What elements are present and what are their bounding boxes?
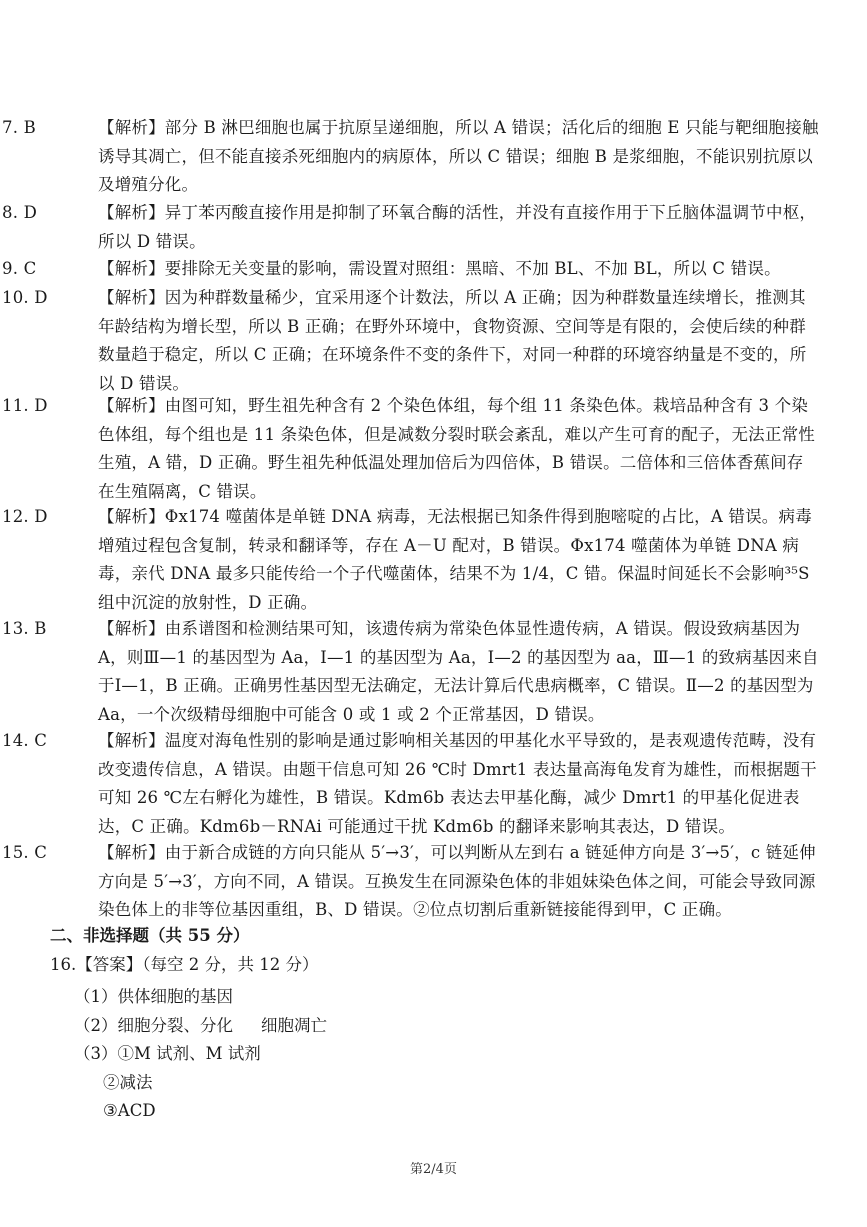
answer-item-14 [2, 727, 820, 841]
item-number: 11. D [2, 396, 48, 415]
item-explanation: 【解析】部分 B 淋巴细胞也属于抗原呈递细胞，所以 A 错误；活化后的细胞 E 只能与靶细胞接触诱导其凋亡，但不能直接杀死细胞内的病原体，所以 C 错误；细胞 B 是浆细胞，不能识别抗原以及增殖分化。 [98, 118, 819, 195]
q16-answer-2a: （2）细胞分裂、分化 [74, 1016, 233, 1035]
item-explanation: 【解析】因为种群数量稀少，宜采用逐个计数法，所以 A 正确；因为种群数量连续增长，推测其年龄结构为增长型，所以 B 正确；在野外环境中，食物资源、空间等是有限的，会使后续的种群数量趋于稳定，所以 C 正确；在环境条件不变的条件下，对同一种群的环境容纳量是不变的，所以 D 错误。 [98, 288, 807, 393]
q16-answer-3-3: ③ACD [103, 1101, 156, 1120]
item-explanation: 【解析】由图可知，野生祖先种含有 2 个染色体组，每个组 11 条染色体。栽培品种含有 3 个染色体组，每个组也是 11 条染色体，但是减数分裂时联会紊乱，难以产生可育的配子，无法正常性生殖，A 错，D 正确。野生祖先种低温处理加倍后为四倍体，B 错误。二倍体和三倍体香蕉间存在生殖隔离，C 错误。 [98, 396, 815, 501]
q16-answer-1: （1）供体细胞的基因 [74, 987, 233, 1006]
answer-item-15 [2, 839, 820, 925]
item-explanation: 【解析】温度对海龟性别的影响是通过影响相关基因的甲基化水平导致的，是表观遗传范畴，没有改变遗传信息，A 错误。由题干信息可知 26 ℃时 Dmrt1 表达量高海龟发育为雄性，而根据题干可知 26 ℃左右孵化为雄性，B 错误。Kdm6b 表达去甲基化酶，减少 Dmrt1 的甲基化促进表达，C 正确。Kdm6b－RNAi 可能通过干扰 Kdm6b 的翻译来影响其表达，D 错误。 [98, 731, 817, 836]
item-explanation: 【解析】要排除无关变量的影响，需设置对照组：黑暗、不加 BL、不加 BL，所以 C 错误。 [98, 259, 781, 278]
item-number: 12. D [2, 507, 48, 526]
item-number: 7. B [2, 118, 36, 137]
item-number: 15. C [2, 843, 48, 862]
section-title: 二、非选择题（共 55 分） [50, 926, 250, 945]
item-explanation: 【解析】异丁苯丙酸直接作用是抑制了环氧合酶的活性，并没有直接作用于下丘脑体温调节中枢，所以 D 错误。 [98, 203, 817, 251]
item-explanation: 【解析】由于新合成链的方向只能从 5′→3′，可以判断从左到右 a 链延伸方向是 3′→5′，c 链延伸方向是 5′→3′，方向不同，A 错误。互换发生在同源染色体的非姐妹染色体之间，可能会导致同源染色体上的非等位基因重组，B、D 错误。②位点切割后重新链接能得到甲，C 正确。 [98, 843, 816, 920]
q16-answer-3: （3）①M 试剂、M 试剂 [74, 1044, 261, 1063]
q16-answer-2b: 细胞凋亡 [261, 1016, 327, 1035]
answer-item-7 [2, 114, 820, 200]
q16-heading: 16.【答案】（每空 2 分，共 12 分） [50, 955, 319, 974]
q16-answer-2 [74, 1012, 327, 1040]
item-number: 9. C [2, 259, 37, 278]
answer-item-12 [2, 503, 820, 617]
item-number: 14. C [2, 731, 48, 750]
answer-item-13 [2, 615, 820, 729]
answer-item-8 [2, 199, 820, 256]
item-number: 13. B [2, 619, 47, 638]
answer-item-10 [2, 284, 820, 398]
item-explanation: 【解析】Φx174 噬菌体是单链 DNA 病毒，无法根据已知条件得到胞嘧啶的占比，A 错误。病毒增殖过程包含复制，转录和翻译等，存在 A－U 配对，B 错误。Φx174 噬菌体为单链 DNA 病毒，亲代 DNA 最多只能传给一个子代噬菌体，结果不为 1/4，C 错。保温时间延长不会影响³⁵S 组中沉淀的放射性，D 正确。 [98, 507, 812, 612]
page-number: 第2/4页 [410, 1162, 457, 1177]
item-explanation: 【解析】由系谱图和检测结果可知，该遗传病为常染色体显性遗传病，A 错误。假设致病基因为 A，则Ⅲ—1 的基因型为 Aa，Ⅰ—1 的基因型为 Aa，Ⅰ—2 的基因型为 aa，Ⅲ—1 的致病基因来自于Ⅰ—1，B 正确。正确男性基因型无法确定，无法计算后代患病概率，C 错误。Ⅱ—2 的基因型为 Aa，一个次级精母细胞中可能含 0 或 1 或 2 个正常基因，D 错误。 [98, 619, 819, 724]
q16-answer-3-2: ②减法 [103, 1073, 153, 1092]
item-number: 10. D [2, 288, 48, 307]
answer-item-11 [2, 392, 820, 506]
item-number: 8. D [2, 203, 38, 222]
answer-item-9 [2, 255, 820, 284]
